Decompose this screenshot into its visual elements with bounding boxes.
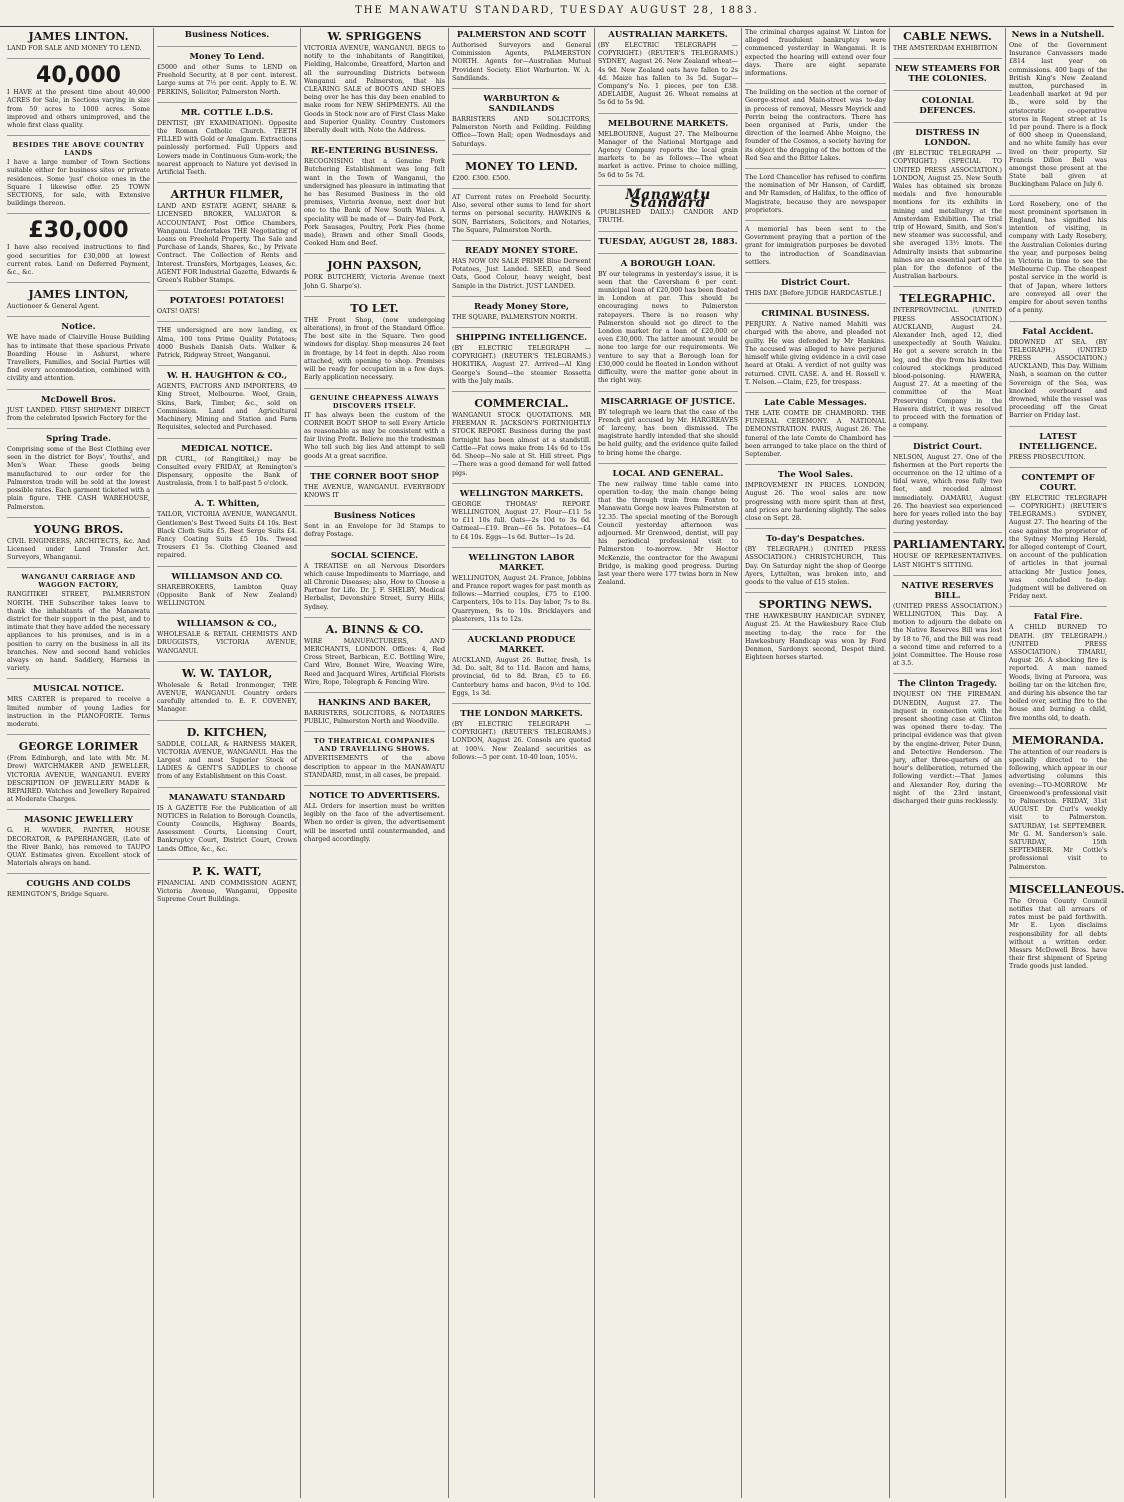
article-block xyxy=(157,296,297,322)
article-block xyxy=(893,128,1002,287)
article-heading: McDowell Bros. xyxy=(41,394,116,405)
article-heading: MASONIC JEWELLERY xyxy=(24,815,133,826)
article-body: DENTIST, (BY EXAMINATION). Opposite the Roman Catholic Church. TEETH FILLED with Gold or Amalgam. Extractions painlessly performed. Full Uppers and Lowers made in Continuous Gum-work; the nearest approach to Nature yet devised in Artificial Teeth. xyxy=(157,119,297,177)
article-heading: READY MONEY STORE. xyxy=(465,246,578,257)
article-block xyxy=(452,397,591,484)
article-block xyxy=(7,64,150,136)
article-body: WE have made of Clairville House Building has to intimate that these spacious Private Boarding House in Ashurst, where Travellers, Families, and Social Parties will find every accommodation, combined with civility and attention. xyxy=(7,334,150,383)
article-block xyxy=(7,740,150,810)
article-body: WANGANUI STOCK QUOTATIONS. MR FREEMAN R. JACKSON'S FORTNIGHTLY STOCK REPORT. Business during the past fortnight has been almost at a standstill. Cattle—Fat cows make from 14s 6d to 15s 6d. Sheep—No sale at St. Hill street. Pigs—There was a good demand for well fatted pigs. xyxy=(452,412,591,477)
article-body: INTERPROVINCIAL. (UNITED PRESS ASSOCIATION.) AUCKLAND, August 24. Alexander Inch, aged 12, died unexpectedly at South Waiuku. He got a severe scratch in the leg, and the dye from his knitted coloured stockings produced blood-poisoning. HAWERA, August 27. At a meeting of the committee of the Meat Preserving Company in the Hawera district, it was resolved to proceed with the formation of a company. xyxy=(893,307,1002,430)
article-heading: PALMERSTON AND SCOTT xyxy=(456,30,587,40)
article-body: THE Front Shop, (now undergoing alterations), in front of the Standard Office. The best site in the Square. Two good windows for display. Shop measures 24 feet in frontage, by 14 feet in depth. Also room attached, with opening to shop. Premises will be ready for occupation in a few days. Early application necessary. xyxy=(304,316,445,382)
article-heading: The Clinton Tragedy. xyxy=(898,679,997,690)
article-heading: WANGANUI CARRIAGE AND WAGGON FACTORY, xyxy=(21,573,136,590)
article-heading: MEMORANDA. xyxy=(1012,733,1104,747)
masthead: THE MANAWATU STANDARD, TUESDAY AUGUST 28, 1883. xyxy=(0,0,1114,27)
article-heading: AUCKLAND PRODUCE MARKET. xyxy=(467,634,576,655)
article-block xyxy=(304,394,445,467)
article-block xyxy=(7,322,150,389)
article-body: IT has always been the custom of the CORNER BOOT SHOP to sell Every Article as reasonable as may be consistent with a fair living Profit. Believe me the tradesman Who tell such big lies And attempt to sell goods At a great sacrifice. xyxy=(304,411,445,460)
article-body: AT Current rates on Freehold Security. Also, several other sums to lend for short terms on personal security. HAWKINS & SON, Barristers, Solicitors, and Notaries, The Square, Palmerston North. xyxy=(452,194,591,234)
article-block xyxy=(893,442,1002,534)
article-heading: 40,000 xyxy=(36,63,121,89)
article-block xyxy=(745,89,886,169)
article-block xyxy=(893,581,1002,675)
article-block xyxy=(7,879,150,904)
article-heading: LOCAL AND GENERAL. xyxy=(612,468,724,479)
article-heading: WELLINGTON LABOR MARKET. xyxy=(468,552,575,573)
article-body: THE AMSTERDAM EXHIBITION xyxy=(893,45,998,52)
article-heading: MUSICAL NOTICE. xyxy=(33,684,124,695)
article-block xyxy=(452,30,591,89)
column-6 xyxy=(742,28,890,1498)
article-body: NELSON, August 27. One of the fishermen at the Port reports the occurrence on the 12 ultimo of a tidal wave, which rose fully two feet, and receded almost immediately. OAMARU, August 26. The heaviest sea experienced here for years rolled into the bay during yesterday. xyxy=(893,453,1002,527)
article-body: The Lord Chancellor has refused to confirm the nomination of Mr Hanson, of Cardiff, and Mr Ramsden, of Halifax, to the office of Magistrate, because they are newspaper proprietors. xyxy=(745,174,886,214)
article-block xyxy=(1009,473,1107,608)
article-block xyxy=(7,30,150,59)
article-heading: District Court. xyxy=(912,441,983,452)
article-block xyxy=(7,395,150,429)
article-body: LAND AND ESTATE AGENT, SHARE & LICENSED BROKER, VALUATOR & ACCOUNTANT, Post Office Chambers, Wanganui. Undertakes THE Negotiating of Loans on Freehold Property. The Sale and Purchase of Lands, Shares, &c., by Private Contract. The Collection of Rents and Interest. Transfers, Mortgages, Leases, &c. AGENT FOR Industrial Gazette, Edwards & Green's Rubber Stamps. xyxy=(157,203,297,285)
article-heading: MISCELLANEOUS. xyxy=(1009,882,1124,896)
article-block xyxy=(452,246,591,297)
article-block xyxy=(157,327,297,366)
article-block xyxy=(157,793,297,860)
article-body: Wholesale & Retail Ironmonger, THE AVENUE, WANGANUI. Country orders carefully attended to. E. F. COVENEY, Manager. xyxy=(157,681,297,714)
article-block xyxy=(7,573,150,679)
article-body: (BY ELECTRIC TELEGRAPH — COPYRIGHT.) (REUTER'S TELEGRAMS.) LONDON, August 26. Consols are quoted at 100¼. New Zealand securities as follows:—5 per cent. 10-40 loan, 105½. xyxy=(452,720,591,761)
article-body: HAS NOW ON SALE PRIME Blue Derwent Potatoes, Just Landed. SEED, and Seed Oats, Good Colour, heavy weight, best Sample in the District. JUST LANDED. xyxy=(452,258,591,290)
article-body: The building on the section at the corner of George-street and Main-street was to-day in process of removal, Messrs Meyrick and Perrin being the contractors. There has been organised at Paris, under the direction of the learned Abbe Moigno, the founder of the Cosmos, a society having for its object the dragging of the bottom of the Red Sea and the Bitter Lakes. xyxy=(745,89,886,162)
article-heading: Manawatu Standard xyxy=(625,186,711,212)
article-block xyxy=(304,698,445,732)
article-block xyxy=(893,96,1002,123)
article-body: FINANCIAL AND COMMISSION AGENT, Victoria Avenue, Wanganui, Opposite Supreme Court Buildings. xyxy=(157,879,297,904)
article-block xyxy=(745,598,886,667)
article-body: I have also received instructions to find good securities for £30,000 at lowest current rates. Land on Deferred Payment, &c., &c. xyxy=(7,244,150,277)
article-body: G. H. WAVDER, PAINTER, HOUSE DECORATOR, & PAPERHANGER, (Late of the River Bank), has removed to TAUPO QUAY. Estimates given. Excellent stock of Materials always on hand. xyxy=(7,827,150,868)
article-heading: TO LET. xyxy=(350,301,399,315)
article-block xyxy=(1009,327,1107,427)
article-heading: W. H. HAUGHTON & CO., xyxy=(166,371,288,382)
article-heading: ARTHUR FILMER, xyxy=(170,188,284,202)
article-heading: Late Cable Messages. xyxy=(764,397,867,408)
article-heading: CONTEMPT OF COURT. xyxy=(1021,472,1095,493)
article-heading: District Court. xyxy=(780,278,851,289)
article-block xyxy=(7,684,150,735)
article-body: SHAREBROKERS, Lambton Quay (Opposite Bank of New Zealand) WELLINGTON. xyxy=(157,583,297,607)
article-heading: To-day's Despatches. xyxy=(766,534,865,545)
article-block xyxy=(745,398,886,465)
article-heading: AUSTRALIAN MARKETS. xyxy=(608,30,728,40)
article-block xyxy=(893,64,1002,91)
article-body: (BY ELECTRIC TELEGRAPH — COPYRIGHT.) (REUTER'S TELEGRAMS.) HOKITIKA, August 27. Arrived—Al King George's Sound—the steamer Rossetta with the July mails. xyxy=(452,345,591,385)
article-block xyxy=(1009,612,1107,728)
article-block xyxy=(893,292,1002,436)
article-block xyxy=(598,259,738,392)
article-body: A TREATISE on all Nervous Disorders which cause Impediments to Marriage, and all Chronic Diseases; also, How to Choose a Partner for Life. Dr. J. F. SHELBY, Medical Herbalist, Devonshire Street, Surry Hills, Sydney. xyxy=(304,562,445,611)
article-heading: MANAWATU STANDARD xyxy=(168,792,286,803)
article-body: ALL Orders for insertion must be written legibly on the face of the advertisement. When no order is given, the advertisement will be inserted until countermanded, and charged accordingly. xyxy=(304,802,445,843)
article-body: £5000 and other Sums to LEND on Freehold Security, at 8 per cent. interest. Large sums at 7½ per cent. Apply to E. W. PERKINS, Solicitor, Palmerston North. xyxy=(157,64,297,96)
article-heading: SHIPPING INTELLIGENCE. xyxy=(455,333,588,344)
article-body: AUCKLAND, August 26. Butter, fresh, 1s 3d. Do. salt, 8d to 11d. Bacon and hams, provincial, 6d to 8d. Bran, £5 to £6. Canterbury hams and bacon, 9½d to 10d. Eggs, 1s 3d. xyxy=(452,656,591,697)
article-block xyxy=(745,470,886,529)
article-block xyxy=(304,302,445,389)
article-body: INQUEST ON THE FIREMAN. DUNEDIN, August 27. The inquest in connection with the present shooting case at Clinton was opened there to-day. The principal evidence was that given by the engine-driver, Peter Dunn, and Detective Henderson. The jury, after three-quarters of an hour's deliberation, returned the following verdict:—That James and Alexander Roy, during the night of the 23rd instant, discharged their guns recklessly. xyxy=(893,691,1002,805)
article-block xyxy=(598,397,738,464)
article-heading: DISTRESS IN LONDON. xyxy=(915,128,980,149)
article-block xyxy=(745,29,886,84)
article-body: THE undersigned are now landing, ex Alma, 100 tons Prime Quality Potatoes; 4000 Bushels Danish Oats. Walker & Patrick, Ridgway Street, Wanganui. xyxy=(157,327,297,360)
article-heading: GEORGE LORIMER xyxy=(18,740,139,754)
article-block xyxy=(157,108,297,183)
article-heading: MONEY TO LEND. xyxy=(465,159,578,173)
article-heading: Notice. xyxy=(61,322,96,333)
article-block xyxy=(1009,734,1107,878)
article-body: WIRE MANUFACTURERS, AND MERCHANTS, LONDON. Offices: 4, Red Cross Street, Barbican, E.C. Bottling Wire, Card Wire, Bonnet Wire, Weaving Wire, Reed and Jacquard Wires, Artificial Florists Wire, Rope, Telegraph & Fencing Wire. xyxy=(304,637,445,686)
article-body: DROWNED AT SEA. (BY TELEGRAPH.) (UNITED PRESS ASSOCIATION.) AUCKLAND, This Day. William Nash, a seaman on the cutter Sovereign of the Sea, was knocked overboard and drowned, while the vessel was proceeding off the Great Barrier on Friday last. xyxy=(1009,338,1107,420)
column-7 xyxy=(890,28,1006,1498)
article-heading: HANKINS AND BAKER, xyxy=(318,697,431,708)
article-body: (From Edinburgh, and late with Mr. M. Drew) WATCHMAKER AND JEWELLER, VICTORIA AVENUE, WANGANUI. EVERY DESCRIPTION OF JEWELLERY MADE & REPAIRED. Watches and Jewellery Repaired at Moderate Charges. xyxy=(7,755,150,804)
article-block xyxy=(304,146,445,254)
article-heading: Business Notices. xyxy=(184,30,270,40)
article-block xyxy=(157,499,297,566)
article-body: HOUSE OF REPRESENTATIVES. LAST NIGHT'S SITTING. xyxy=(893,553,1002,569)
article-heading: GENUINE CHEAPNESS ALWAYS DISCOVERS ITSELF. xyxy=(309,393,440,410)
article-heading: SPORTING NEWS. xyxy=(758,598,873,612)
article-block xyxy=(7,219,150,283)
article-heading: News in a Nutshell. xyxy=(1011,30,1105,40)
article-block xyxy=(452,333,591,392)
article-body: Lord Rosebery, one of the most prominent sportsmen in England, has signified his intention of visiting, in company with Lady Rosebery, the Australian Colonies during the year, and purposes being in Victoria in time to see the Melbourne Cup. The cheapest postal service in the world is that of Japan, where letters are conveyed all over the empire for about seven tenths of a penny. xyxy=(1009,200,1107,315)
article-body: IMPROVEMENT IN PRICES. LONDON, August 26. The wool sales are now progressing with more spirit than at first, and prices are hardening slightly. The sales close on Sept. 28. xyxy=(745,482,886,522)
article-body: THE SQUARE, PALMERSTON NORTH. xyxy=(452,313,578,321)
article-body: TAILOR, VICTORIA AVENUE, WANGANUI. Gentlemen's Best Tweed Suits £4 10s. Best Black Cloth Suits £5. Best Serge Suits £4. Fancy Coating Suits £5 10s. Tweed Trousers £1 5s. Clothing Cleaned and repaired. xyxy=(157,511,297,560)
article-body: THE HAWKESBURY HANDICAP. SYDNEY, August 25. At the Hawkesbury Race Club meeting to-day, the race for the Hawkesbury Handicap was won by Ford Denmon, Sardonyx second, Despot third. Eighteen horses started. xyxy=(745,613,886,662)
column-1 xyxy=(4,28,154,1498)
article-block xyxy=(745,278,886,304)
article-heading: Spring Trade. xyxy=(46,434,111,445)
article-body: (BY ELECTRIC TELEGRAPH — COPYRIGHT.) (SPECIAL TO UNITED PRESS ASSOCIATION.) LONDON, August 25. New South Wales has obtained six bronze medals and five honourable mentions for its exhibits in mining and metallurgy at the Amsterdam Exhibition. The trial trip of Howard, Smith, and Son's new steamer was successful, and she averaged 13½ knots. The Admiralty insists that submarine mines are an essential part of the plan for the defence of the Australian harbours. xyxy=(893,150,1002,281)
article-heading: Fatal Fire. xyxy=(1033,612,1083,623)
article-block xyxy=(304,737,445,786)
article-block xyxy=(7,288,150,317)
article-body: REMINGTON'S, Bridge Square. xyxy=(7,891,109,899)
article-body: AGENTS, FACTORS AND IMPORTERS, 49 King Street, Melbourne. Wool, Grain, Skins, Bark, Timber, &c., sold on Commission. Land and Agricultural Machinery, Mining and Station and Farm Requisites, selected and Purchased. xyxy=(157,383,297,432)
article-heading: CRIMINAL BUSINESS. xyxy=(761,309,870,320)
article-block xyxy=(452,94,591,155)
column-3 xyxy=(301,28,449,1498)
article-heading: Fatal Accident. xyxy=(1022,326,1094,337)
article-heading: RE-ENTERING BUSINESS. xyxy=(310,146,438,157)
article-body: THE AVENUE, WANGANUI. EVERYBODY KNOWS IT xyxy=(304,483,445,499)
article-block xyxy=(7,434,150,518)
article-body: BY telegraph we learn that the case of the French girl accused by Mr. HARGREAVES of larceny, has been dismissed. The magistrate hardly intended that she should be held guilty, and the evidence quite failed to bring home the charge. xyxy=(598,408,738,457)
article-heading: BESIDES THE ABOVE COUNTRY LANDS xyxy=(12,141,145,158)
article-body: One of the Government Insurance Canvassers made £814 last year on commissions. 400 bags of the British King's New Zealand mutton, purchased in Leadenhall market at 9d per lb., were sold by the aristocratic co-operative stores in Regent street at 1s 1d per pound. There is a flock of 600 sheep in Queensland, and no white family has ever lived on their property. Sir Francis Dillon Bell was amongst those present at the State ball given at Buckingham Palace on July 6. xyxy=(1009,42,1107,189)
article-heading: YOUNG BROS. xyxy=(33,522,124,536)
column-2 xyxy=(154,28,301,1498)
article-body: The attention of our readers is specially directed to the following, which appear in our advertising columns this evening:—TO-MORROW. Mr Greenwood's professional visit to Palmerston. FRIDAY, 31st AUGUST. Dr Curl's weekly visit to Palmerston. SATURDAY, 1st SEPTEMBER. Mr G. M. Sanderson's sale. SATURDAY, 15th SEPTEMBER. Mr Cottle's professional visit to Palmerston. xyxy=(1009,748,1107,871)
article-body: The Oroua County Council notifies that all arrears of rates must be paid forthwith. Mr E. Lyon disclaims responsibility for all debts without a written order. Messrs McDowell Bros. have their first shipment of Spring Trade goods just landed. xyxy=(1009,897,1107,971)
article-heading: COUGHS AND COLDS xyxy=(26,879,131,890)
article-body: BY our telegrams in yesterday's issue, it is seen that the Caversham 6 per cent. municipal loan of £20,000 has been floated in London at par. This should be encouraging news to Palmerston ratepayers. There is no reason why Palmerston should not go direct to the London market for a loan of £20,000 or even £30,000. The latter amount would be none too large for our requirements. We venture to say that a Borough loan for £30,000 could be floated in London without difficulty, were the matter gone about in the right way. xyxy=(598,270,738,385)
article-body: BARRISTERS, SOLICITORS, & NOTARIES PUBLIC, Palmerston North and Woodville. xyxy=(304,709,445,726)
article-block xyxy=(1009,432,1107,468)
article-body: LAND FOR SALE AND MONEY TO LEND. xyxy=(7,45,142,52)
article-block xyxy=(598,186,738,232)
article-block xyxy=(157,726,297,788)
article-heading: W. SPRIGGENS xyxy=(327,30,422,43)
article-body: I have a large number of Town Sections suitable either for business sites or private residences. Some 'just' choice ones in the Square I likewise offer. 25 TOWN SECTIONS, for sale, with Extensive buildings thereon. xyxy=(7,159,150,208)
article-block xyxy=(304,259,445,296)
column-4 xyxy=(449,28,595,1498)
article-body: BARRISTERS AND SOLICITORS, Palmerston North and Feilding. Feilding Office—Town Hall; open Wednesdays and Saturdays. xyxy=(452,116,591,148)
article-heading: D. KITCHEN, xyxy=(186,725,268,739)
article-block xyxy=(745,226,886,273)
article-heading: JAMES LINTON, xyxy=(28,288,129,302)
article-heading: MELBOURNE MARKETS. xyxy=(607,118,729,129)
article-body: I HAVE at the present time about 40,000 ACRES for Sale, in Sections varying in size from 50 acres to 1000 acres. Some improved and others unimproved, and the whole first class quality. xyxy=(7,89,150,130)
article-body: GEORGE THOMAS' REPORT. WELLINGTON, August 27. Flour—£11 5s to £11 10s full. Oats—2s 10d to 3s 6d. Oatmeal—£19. Bran—£6 5s. Potatoes—£4 to £4 10s. Eggs—1s 6d. Butter—1s 2d. xyxy=(452,500,591,541)
article-block xyxy=(157,865,297,910)
article-block xyxy=(745,309,886,393)
article-heading: CABLE NEWS. xyxy=(903,30,992,43)
article-block xyxy=(7,523,150,569)
article-heading: £30,000 xyxy=(28,218,129,244)
article-body: (BY TELEGRAPH.) (UNITED PRESS ASSOCIATION.) CHRISTCHURCH, This Day. On Saturday night the shop of George Ayers, Lyttelton, was broken into, and goods to the value of £15 stolen. xyxy=(745,546,886,586)
article-heading: A. T. Whitten, xyxy=(194,499,260,510)
article-body: CIVIL ENGINEERS, ARCHITECTS, &c. And Licensed under Land Transfer Act. Surveyors, Whanganui. xyxy=(7,537,150,562)
article-block xyxy=(745,534,886,593)
article-body: Auctioneer & General Agent. xyxy=(7,303,100,311)
article-heading: JAMES LINTON. xyxy=(28,30,129,43)
article-block xyxy=(893,30,1002,59)
article-body: A CHILD BURNED TO DEATH. (BY TELEGRAPH.) (UNITED PRESS ASSOCIATION.) TIMARU, August 26. A shocking fire is reported. A man named Woods, living at Pareora, was boiling tar on the kitchen fire, and during his absence the tar boiled over, setting fire to the house and burning a child, five months old, to death. xyxy=(1009,624,1108,722)
article-block xyxy=(1009,201,1107,322)
article-block xyxy=(598,237,738,254)
article-block xyxy=(893,679,1002,811)
article-block xyxy=(452,709,591,767)
article-heading: The Wool Sales. xyxy=(777,470,854,481)
article-heading: Money To Lend. xyxy=(189,52,265,62)
article-heading: WILLIAMSON & CO., xyxy=(177,619,277,630)
article-heading: COLONIAL DEFENCES. xyxy=(919,96,976,117)
article-body: Authorised Surveyors and General Commission Agents, PALMERSTON NORTH. Agents for—Australian Mutual Provident Society. Eliot Warburton. W. A. Sandilands. xyxy=(452,42,591,82)
article-block xyxy=(157,371,297,438)
article-heading: LATEST INTELLIGENCE. xyxy=(1018,431,1098,452)
article-body: (PUBLISHED DAILY.) CANDOR AND TRUTH. xyxy=(598,209,738,225)
article-block xyxy=(7,141,150,214)
article-block xyxy=(598,30,738,114)
article-heading: WELLINGTON MARKETS. xyxy=(459,488,584,499)
article-heading: A BOROUGH LOAN. xyxy=(620,258,716,269)
article-body: ADVERTISEMENTS of the above description to appear in the MANAWATU STANDARD, must, in all cases, be prepaid. xyxy=(304,755,445,779)
article-heading: TUESDAY, AUGUST 28, 1883. xyxy=(598,236,738,247)
article-body: THE LATE COMTE DE CHAMBORD. THE FUNERAL CEREMONY. A NATIONAL DEMONSTRATION. PARIS, August 26. The funeral of the late Comte de Chambord has been arranged to take place on the third of September. xyxy=(745,409,886,458)
article-block xyxy=(598,469,738,593)
article-block xyxy=(157,444,297,495)
article-body: (BY ELECTRIC TELEGRAPH — COPYRIGHT.) (REUTER'S TELEGRAMS.) SYDNEY, August 27. The hearing of the case against the proprietor of the Sydney Morning Herald, for alleged contempt of Court, on account of the publication of articles in that journal attacking Mr Justice Jones, was concluded to-day. Judgment will be delivered on Friday next. xyxy=(1009,494,1107,601)
article-block xyxy=(304,511,445,545)
article-body: A memorial has been sent to the Government praying that a portion of the grant for immigration purposes be devoted to the introduction of Scandinavian settlers. xyxy=(745,226,886,266)
article-heading: A. BINNS & CO. xyxy=(325,622,424,636)
article-heading: WARBURTON & SANDILANDS xyxy=(483,94,560,115)
article-body: PERJURY. A Native named Mahiti was charged with the above, and pleaded not guilty. He was defended by Mr Hankins. The accused was alleged to have perjured himself while giving evidence in a civil case heard at Otaki. A verdict of not guilty was returned. CIVIL CASE. A. and H. Rossell v. T. Nelson.—Claim, £25, for trespass. xyxy=(745,321,886,386)
article-heading: WILLIAMSON AND CO. xyxy=(171,571,283,582)
article-block xyxy=(893,538,1006,575)
article-body: MELBOURNE, August 27. The Melbourne Manager of the National Mortgage and Agency Company reports the local grain markets to be as follows:—The wheat market is active. Prime to choice milling, 5s 6d to 5s 7d. xyxy=(598,130,738,179)
article-body: SADDLE, COLLAR, & HARNESS MAKER, VICTORIA AVENUE, WANGANUI. Has the Largest and most Superior Stock of LADIES & GENT'S SADDLES to choose from of any Establishment on this Coast. xyxy=(157,740,297,781)
article-body: Sent in an Envelope for 3d Stamps to defray Postage. xyxy=(304,523,445,539)
article-block xyxy=(304,623,445,693)
article-block xyxy=(452,194,591,241)
article-heading: JOHN PAXSON, xyxy=(327,259,422,273)
column-5 xyxy=(595,28,742,1498)
article-heading: P. K. WATT, xyxy=(192,864,262,878)
article-body: £200. £300. £500. xyxy=(452,174,511,182)
article-heading: NOTICE TO ADVERTISERS. xyxy=(309,790,440,801)
article-block xyxy=(452,160,591,189)
article-body: (UNITED PRESS ASSOCIATION.) WELLINGTON, This Day. A motion to adjourn the debate on the Native Reserves Bill was lost by 18 to 76, and the Bill was read a second time and referred to a joint Committee. The House rose at 3.5. xyxy=(893,602,1002,668)
article-heading: MR. COTTLE L.D.S. xyxy=(180,107,274,118)
article-body: RANGITIKEI STREET, PALMERSTON NORTH. THE Subscriber takes leave to thank the inhabitants of the Manawatu district for their support in the past, and to intimate that they have added the necessary appliances to his premises, and is in a position to carry on the business in all its branches. New and second hand vehicles always on hand. Saddlery, Harness in variety. xyxy=(7,591,150,673)
article-heading: Business Notices xyxy=(333,511,416,522)
article-body: PORK BUTCHERY, Victoria Avenue (next John G. Sharpe's). xyxy=(304,274,445,290)
article-block xyxy=(1009,30,1107,196)
article-body: DR CURL, (of Rangitikei,) may be Consulted every FRIDAY, at Remington's Dispensary, opposite the Bank of Australasia, from 1 to half-past 5 o'clock. xyxy=(157,455,297,488)
column-8 xyxy=(1006,28,1124,1498)
article-heading: NEW STEAMERS FOR THE COLONIES. xyxy=(895,64,1000,85)
article-heading: THE CORNER BOOT SHOP xyxy=(310,471,439,482)
article-body: WHOLESALE & RETAIL CHEMISTS AND DRUGGISTS, VICTORIA AVENUE, WANGANUI. xyxy=(157,631,297,655)
article-heading: POTATOES! POTATOES! xyxy=(169,296,285,307)
article-block xyxy=(452,489,591,548)
article-block xyxy=(304,30,445,141)
article-body: (BY ELECTRIC TELEGRAPH — COPYRIGHT.) (REUTER'S TELEGRAMS.) SYDNEY, August 26. New Zealand wheat—4s 9d. New Zealand oats have fallen to 2s 4d. Maize has fallen to 3s 5d. Sugar—Company's No. 1 pieces, per ton £38. ADELAIDE, August 26. Wheat remains at 5s 6d to 5s 9d. xyxy=(598,42,738,107)
article-heading: THE LONDON MARKETS. xyxy=(460,708,583,719)
article-body: OATS! OATS! xyxy=(157,308,200,316)
article-block xyxy=(304,551,445,618)
article-heading: TO THEATRICAL COMPANIES AND TRAVELLING SHOWS. xyxy=(313,737,436,754)
article-body: Comprising some of the Best Clothing ever seen in the district for Boys', Youths', and Men's Wear. These goods being manufactured to our order for the Palmerston trade will be sold at the lowest possible rates. Each garment ticketed with a plain figure. THE CASH WAREHOUSE, Palmerston. xyxy=(7,446,150,511)
article-body: WELLINGTON, August 24. France, Jobbins and France report wages for past month as follows:—Married couples, £75 to £100. Carpenters, 10s to 11s. Day labor, 7s to 8s. Quarrymen, 9s to 10s. Bricklayers and plasterers, 11s to 12s. xyxy=(452,574,591,623)
article-block xyxy=(1009,882,1124,977)
article-heading: NATIVE RESERVES BILL. xyxy=(901,580,994,601)
article-heading: W. W. TAYLOR, xyxy=(181,666,273,680)
article-block xyxy=(598,119,738,186)
article-block xyxy=(452,635,591,704)
article-block xyxy=(157,667,297,721)
article-block xyxy=(304,472,445,506)
article-block xyxy=(157,572,297,615)
article-body: THIS DAY. [Before JUDGE HARDCASTLE.] xyxy=(745,290,882,298)
article-heading: PARLIAMENTARY. xyxy=(893,538,1006,552)
article-heading: MISCARRIAGE OF JUSTICE. xyxy=(600,396,736,407)
article-body: IS A GAZETTE For the Publication of all NOTICES in Relation to Borough Councils, County Councils, Highway Boards, Assessment Courts, Licensing Court, Bankruptcy Court, District Court, Crown Lands Office, &c., &c. xyxy=(157,804,297,853)
article-body: The new railway time table came into operation to-day, the main change being that the through train from Foxton to Manawatu Gorge now leaves Palmerston at 12.35. The special meeting of the Borough Council yesterday afternoon was adjourned. Mr Grenwood, dentist, will pay his periodical professional visit to Palmerston to-morrow. Mr Hector McKenzie, the contractor for the Awapuni Bridge, is making good progress. During last year there were 177 twins born in New Zealand. xyxy=(598,480,738,587)
article-heading: TELEGRAPHIC. xyxy=(899,292,996,306)
article-block xyxy=(304,791,445,849)
article-block xyxy=(7,815,150,874)
article-heading: Ready Money Store, xyxy=(474,301,569,312)
article-block xyxy=(452,302,591,328)
article-body: MRS CARTER is prepared to receive a limited number of young Ladies for instruction in the PIANOFORTE. Terms moderate. xyxy=(7,696,150,728)
article-heading: COMMERCIAL. xyxy=(474,397,569,411)
article-block xyxy=(452,553,591,630)
article-body: PRESS PROSECUTION. xyxy=(1009,453,1086,461)
article-block xyxy=(157,52,297,103)
article-block xyxy=(157,619,297,662)
article-heading: MEDICAL NOTICE. xyxy=(181,443,273,454)
article-body: JUST LANDED. FIRST SHIPMENT DIRECT from the celebrated Ipswich Factory for the xyxy=(7,406,150,422)
newspaper-columns xyxy=(4,28,1124,1498)
article-body: RECOGNISING that a Genuine Pork Butchering Establishment was long felt want in the Town of Wanganui, the undersigned has pleasure in intimating that he has Resumed Business in the old premises, Victoria Avenue, next door but one to the Bank of New South Wales. A speciality will be made of — Dairy-fed Pork, Pork Sausages, Poultry, Pork Pies (home made), Brawn and other Small Goods, Cooked Ham and Beef. xyxy=(304,158,445,248)
article-body: The criminal charges against W. Linton for alleged fraudulent bankruptcy were commenced yesterday in Wanganui. It is expected the hearing will extend over four days. There are eight separate informations. xyxy=(745,29,886,78)
article-block xyxy=(745,174,886,221)
article-block xyxy=(157,188,297,291)
article-heading: SOCIAL SCIENCE. xyxy=(330,550,419,561)
article-body: VICTORIA AVENUE, WANGANUI. BEGS to notify to the inhabitants of Rangitikei, Fielding, Halcombe, Greatford, Marton and all the surrounding Districts between Wanganui and Palmerston, that his CLEARING SALE of BOOTS AND SHOES being over he has this day been enabled to make room for NEW SHIPMENTS. All the Goods in Stock now are of First Class Make and Superior Quality. Country Customers liberally dealt with. Note the Address. xyxy=(304,45,445,135)
article-block xyxy=(157,30,297,47)
